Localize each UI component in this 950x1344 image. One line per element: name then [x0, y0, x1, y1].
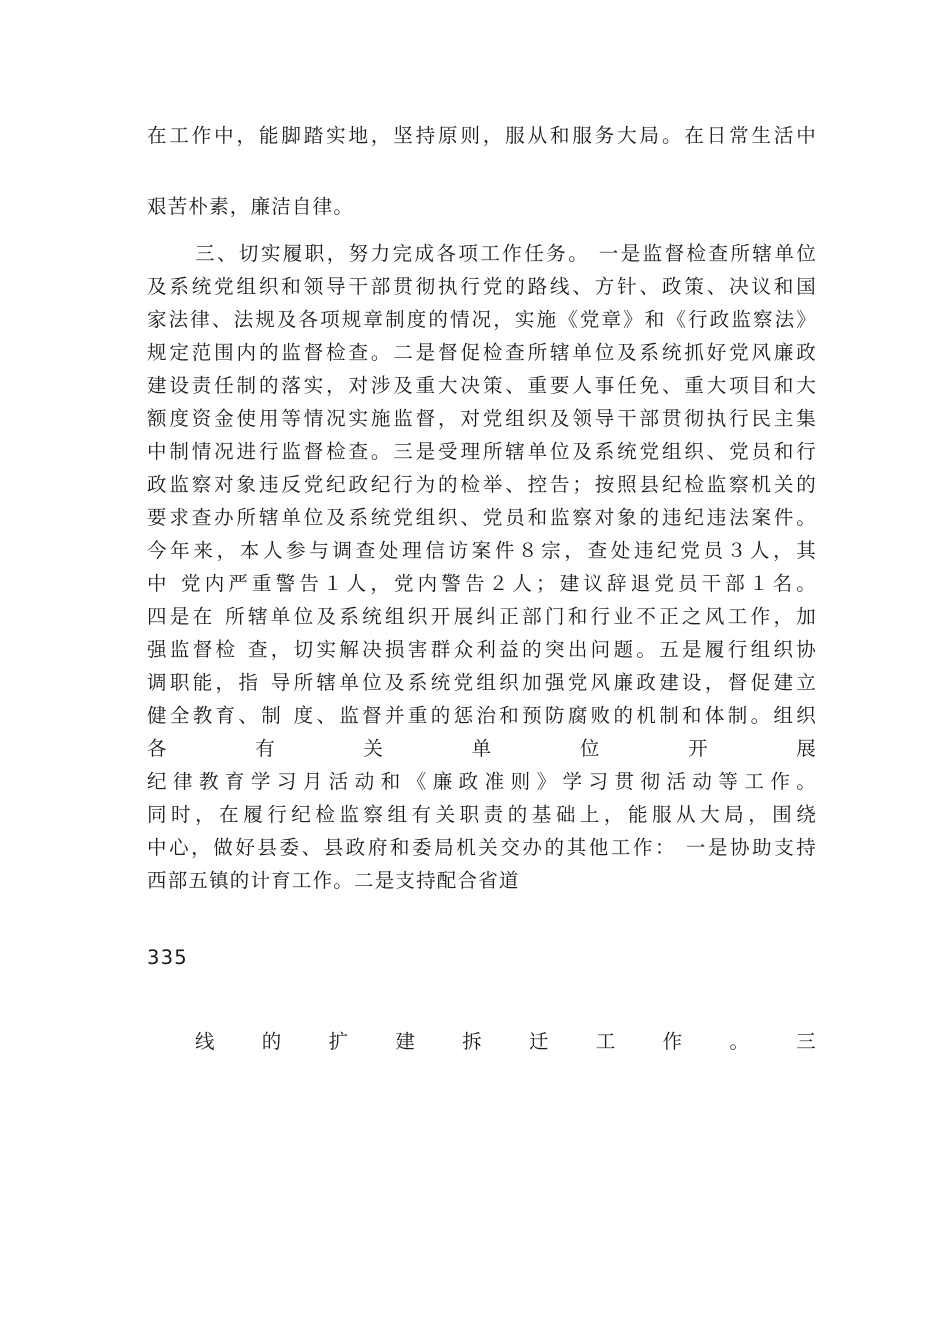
- text-line: 规定范围内的监督检查。二是督促检查所辖单位及系统抓好党风廉政: [147, 341, 817, 364]
- text-line: 调职能，指 导所辖单位及系统党组织加强党风廉政建设，督促建立: [147, 671, 817, 694]
- text-line: 今年来，本人参与调查处理信访案件８宗，查处违纪党员３人，其: [147, 539, 817, 562]
- paragraph-first-line: 线的扩建拆迁工作。三: [195, 1030, 817, 1053]
- text-line: 家法律、法规及各项规章制度的情况，实施《党章》和《行政监察法》: [147, 308, 817, 331]
- text-line-with-number: [147, 1127, 817, 1151]
- paragraph-heading-line: 三、切实履职，努力完成各项工作任务。 一是监督检查所辖单位: [195, 242, 817, 265]
- text-line: 强监督检 查，切实解决损害群众利益的突出问题。五是履行组织协: [147, 638, 817, 661]
- text-line: 同时，在履行纪检监察组有关职责的基础上，能服从大局，围绕: [147, 803, 817, 826]
- text-line: 335: [147, 946, 188, 969]
- text-line: 政监察对象违反党纪政纪行为的检举、控告；按照县纪检监察机关的: [147, 473, 817, 496]
- text-line: 建设责任制的落实，对涉及重大决策、重要人事任免、重大项目和大: [147, 374, 817, 397]
- text-line: 及系统党组织和领导干部贯彻执行党的路线、方针、政策、决议和国: [147, 275, 817, 298]
- text-line: 各有关单位开展: [147, 737, 817, 760]
- text-line: 四是在 所辖单位及系统组织开展纠正部门和行业不正之风工作，加: [147, 605, 817, 628]
- text-line: 西部五镇的计育工作。二是支持配合省道: [147, 869, 520, 892]
- text-line: 额度资金使用等情况实施监督，对党组织及领导干部贯彻执行民主集: [147, 407, 817, 430]
- text-line: 艰苦朴素，廉洁自律。: [147, 195, 355, 218]
- text-line: 中制情况进行监督检查。三是受理所辖单位及系统党组织、党员和行: [147, 440, 817, 463]
- text-line: 要求查办所辖单位及系统党组织、党员和监察对象的违纪违法案件。: [147, 506, 817, 529]
- text-line: 在工作中，能脚踏实地，坚持原则，服从和服务大局。在日常生活中: [147, 124, 817, 147]
- text-line: 中 党内严重警告１人，党内警告２人；建议辞退党员干部１名。: [147, 572, 817, 595]
- text-line: 健全教育、制 度、监督并重的惩治和预防腐败的机制和体制。组织: [147, 704, 817, 727]
- text-line: 中心，做好县委、县政府和委局机关交办的其他工作： 一是协助支持: [147, 836, 817, 859]
- text-line: 纪律教育学习月活动和《廉政准则》学习贯彻活动等工作。: [147, 770, 817, 793]
